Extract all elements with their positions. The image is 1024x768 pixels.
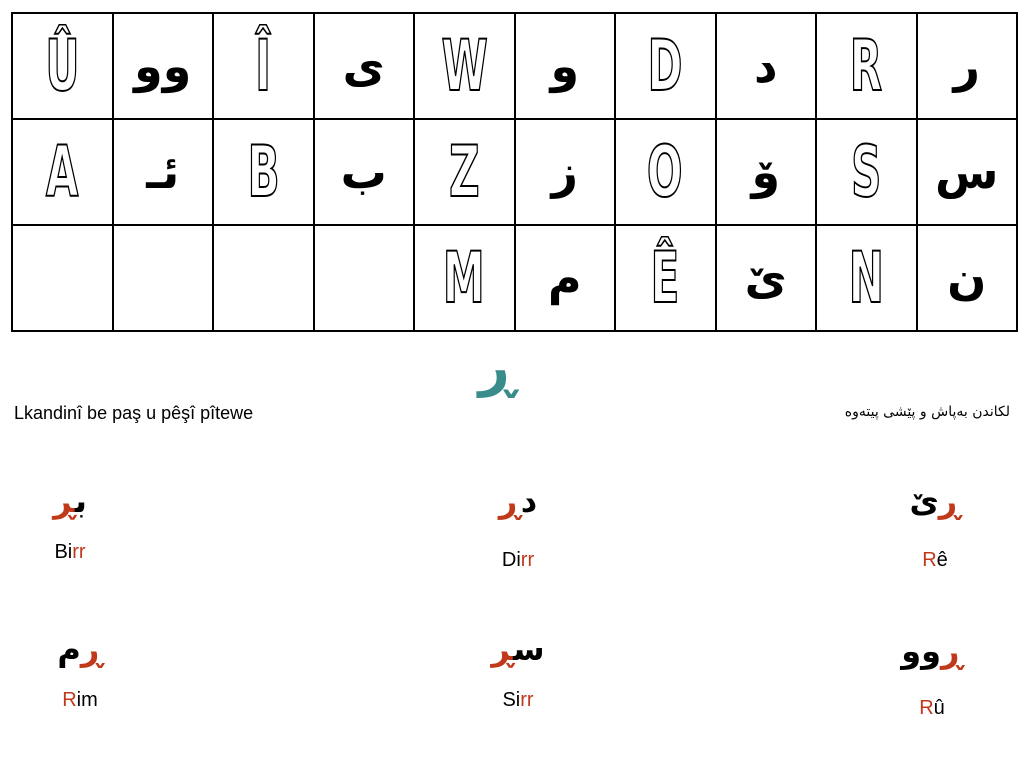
arabic-letter: ب [340, 145, 387, 199]
word-latin: Rê [922, 549, 948, 572]
letter-cell [314, 119, 415, 225]
letter-cell [917, 119, 1018, 225]
letter-cell [515, 225, 616, 331]
letter-cell [113, 13, 214, 119]
arabic-letter: وو [134, 39, 192, 93]
latin-letter: B [247, 131, 280, 213]
table-row [12, 13, 1017, 119]
arabic-letter: م [547, 251, 582, 305]
letter-cell [716, 225, 817, 331]
arabic-letter: ی [342, 39, 385, 93]
letter-cell [213, 119, 314, 225]
arabic-letter: ئـ [146, 145, 180, 199]
letter-cell [615, 225, 716, 331]
featured-letter: ڕ [478, 335, 516, 398]
word-latin: Birr [54, 541, 86, 564]
letter-cell [515, 119, 616, 225]
letter-cell [716, 119, 817, 225]
letter-cell [414, 119, 515, 225]
latin-letter: Î [255, 25, 272, 107]
latin-letter: A [45, 131, 79, 213]
letter-cell [816, 119, 917, 225]
word-arabic: ڕم [57, 630, 103, 668]
arabic-letter: د [753, 39, 778, 93]
word-arabic: بڕ [53, 482, 87, 520]
letter-cell [816, 225, 917, 331]
letter-cell [213, 225, 314, 331]
arabic-letter: ێ [744, 251, 787, 305]
letter-cell [917, 13, 1018, 119]
latin-letter: W [441, 25, 488, 107]
word-arabic: سڕ [491, 630, 545, 668]
latin-letter: Z [449, 131, 480, 213]
latin-letter: Ê [650, 237, 680, 319]
letter-cell [113, 225, 214, 331]
letter-cell [12, 119, 113, 225]
instruction-arabic: لکاندن بەپاش و پێشی پیتەوە [844, 404, 1010, 420]
letter-cell [615, 119, 716, 225]
letter-cell [314, 225, 415, 331]
word-latin: Sirr [502, 689, 534, 712]
letter-cell [716, 13, 817, 119]
arabic-letter: ر [953, 39, 980, 93]
latin-letter: Û [45, 25, 80, 107]
letter-cell [314, 13, 415, 119]
alphabet-table [11, 12, 1018, 332]
word-latin: Dirr [501, 549, 535, 572]
example-word [448, 484, 588, 572]
example-word [865, 484, 1005, 572]
example-word [0, 484, 140, 564]
letter-cell [615, 13, 716, 119]
letter-cell [515, 13, 616, 119]
latin-letter: R [850, 25, 883, 107]
letter-cell [414, 225, 515, 331]
arabic-letter: ن [947, 251, 987, 305]
letter-cell [414, 13, 515, 119]
latin-letter: S [851, 131, 882, 213]
example-word [862, 634, 1002, 720]
latin-letter: N [848, 237, 884, 319]
arabic-letter: س [935, 145, 999, 199]
letter-cell [113, 119, 214, 225]
latin-letter: O [647, 131, 684, 213]
letter-cell [12, 13, 113, 119]
table-row [12, 119, 1017, 225]
latin-letter: D [647, 25, 683, 107]
word-latin: Rim [62, 689, 98, 712]
arabic-letter: ز [551, 145, 578, 199]
word-latin: Rû [919, 697, 945, 720]
word-arabic: دڕ [498, 482, 538, 520]
example-word [10, 632, 150, 712]
example-word [448, 632, 588, 712]
table-row [12, 225, 1017, 331]
latin-letter: M [443, 237, 486, 319]
instruction-latin: Lkandinî be paş u pêşî pîtewe [14, 403, 254, 423]
letter-cell [816, 13, 917, 119]
letter-cell [917, 225, 1018, 331]
arabic-letter: و [550, 39, 580, 93]
letter-cell [213, 13, 314, 119]
word-arabic: ڕێ [909, 482, 961, 520]
arabic-letter: ۆ [751, 145, 781, 199]
letter-cell [12, 225, 113, 331]
word-arabic: ڕوو [901, 632, 963, 670]
